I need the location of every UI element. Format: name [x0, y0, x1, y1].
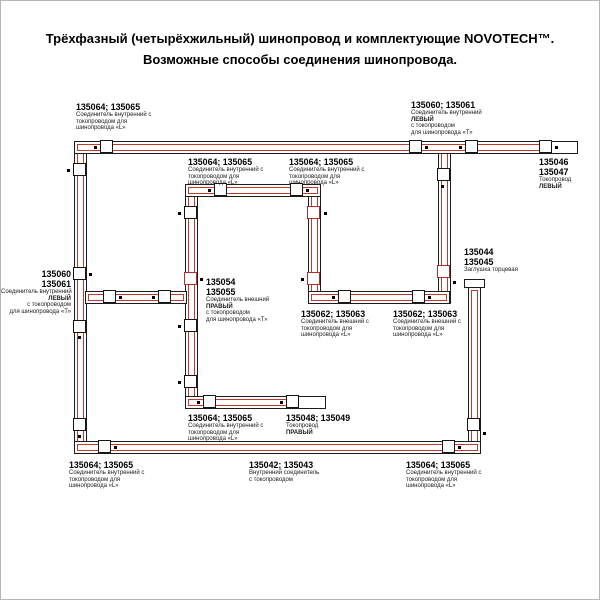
- contact-dot: [208, 189, 211, 192]
- label-feed-right: 135048; 135049 Токопровод ПРАВЫЙ: [286, 413, 351, 436]
- contact-dot: [67, 169, 70, 172]
- connector-box: [73, 320, 86, 333]
- contact-dot: [178, 212, 181, 215]
- part-code: 135064; 135065: [76, 102, 141, 112]
- contact-dot: [301, 278, 304, 281]
- connector-box: [100, 140, 113, 153]
- connector-box: [184, 272, 197, 285]
- connector-box: [307, 206, 320, 219]
- part-code: 135064; 135065: [188, 157, 253, 167]
- connector-box: [73, 163, 86, 176]
- contact-dot: [483, 432, 486, 435]
- contact-dot: [94, 146, 97, 149]
- contact-dot: [280, 401, 283, 404]
- contact-dot: [428, 296, 431, 299]
- contact-dot: [555, 146, 558, 149]
- connector-box: [203, 395, 216, 408]
- contact-dot: [178, 325, 181, 328]
- part-code: 135061: [41, 279, 71, 289]
- track-mid-left-horizontal: [85, 291, 187, 304]
- contact-dot: [200, 278, 203, 281]
- label-connector-inner-L-bottom-left: 135064; 135065 Соединитель внутренний с токопроводом для шинопровода «L»: [69, 460, 145, 490]
- connector-box: [73, 418, 86, 431]
- label-connector-inner-L-inner-right: 135064; 135065 Соединитель внутренний с токопроводом для шинопровода «L»: [289, 157, 365, 187]
- label-connector-outer-right-T-center: 135054 135055 Соединитель внешний ПРАВЫЙ с токопроводом для шинопровода «Т»: [206, 277, 270, 323]
- part-code: 135046: [539, 157, 569, 167]
- track-inner-right-vertical: [308, 184, 321, 304]
- contact-dot: [459, 146, 462, 149]
- connector-box: [103, 290, 116, 303]
- part-code: 135062; 135063: [393, 309, 458, 319]
- contact-dot: [152, 296, 155, 299]
- label-connector-inner-left-T-left: 135060 135061 Соединитель внутренний ЛЕВЫЙ с токопроводом для шинопровода «Т»: [1, 269, 72, 315]
- label-end-cap: 135044 135045 Заглушка торцевая: [464, 247, 518, 273]
- connector-box: [437, 168, 450, 181]
- connector-box: [98, 440, 111, 453]
- connector-box: [307, 272, 320, 285]
- label-inner-connector-bottom-center: 135042; 135043 Внутренний соединитель с токопроводом: [249, 460, 320, 483]
- contact-dot: [332, 296, 335, 299]
- connector-box: [437, 265, 450, 278]
- connector-box: [184, 319, 197, 332]
- connector-box: [158, 290, 171, 303]
- page-title: [1, 28, 599, 70]
- part-code: 135042; 135043: [249, 460, 314, 470]
- contact-dot: [78, 435, 81, 438]
- contact-dot: [453, 281, 456, 284]
- part-code: 135060; 135061: [411, 100, 476, 110]
- label-connector-inner-left-T-top: 135060; 135061 Соединитель внутренний ЛЕВЫЙ с токопроводом для шинопровода «Т»: [411, 100, 482, 136]
- part-code: 135064; 135065: [69, 460, 134, 470]
- label-feed-left: 135046 135047 Токопровод ЛЕВЫЙ: [539, 157, 572, 190]
- track-t-vertical: [438, 141, 451, 304]
- connector-box: [286, 395, 299, 408]
- part-code: 135044: [464, 247, 494, 257]
- contact-dot: [119, 296, 122, 299]
- connector-box: [467, 418, 480, 431]
- part-code: 135060: [41, 269, 71, 279]
- label-connector-outer-L-mid-left: 135062; 135063 Соединитель внешний с токопроводом для шинопровода «L»: [301, 309, 369, 339]
- contact-dot: [441, 185, 444, 188]
- connector-box: [539, 140, 552, 153]
- label-connector-inner-L-inner-left: 135064; 135065 Соединитель внутренний с токопроводом для шинопровода «L»: [188, 157, 264, 187]
- end-cap: [464, 279, 485, 288]
- part-code: 135064; 135065: [188, 413, 253, 423]
- label-connector-inner-L-bottom-right: 135064; 135065 Соединитель внутренний с токопроводом для шинопровода «L»: [406, 460, 482, 490]
- label-connector-outer-L-mid-right: 135062; 135063 Соединитель внешний с токопроводом для шинопровода «L»: [393, 309, 461, 339]
- connector-box: [338, 290, 351, 303]
- title-line-2: Возможные способы соединения шинопровода.: [142, 52, 458, 67]
- contact-dot: [324, 212, 327, 215]
- contact-dot: [89, 273, 92, 276]
- connector-box: [73, 267, 86, 280]
- contact-dot: [78, 336, 81, 339]
- contact-dot: [458, 446, 461, 449]
- label-connector-inner-L-top-left: 135064; 135065 Соединитель внутренний с токопроводом для шинопровода «L»: [76, 102, 152, 132]
- connector-box: [465, 140, 478, 153]
- contact-dot: [197, 401, 200, 404]
- connector-box: [412, 290, 425, 303]
- connector-box: [442, 440, 455, 453]
- part-code: 135047: [539, 167, 569, 177]
- connector-box: [184, 375, 197, 388]
- label-connector-inner-L-bottom-mid: 135064; 135065 Соединитель внутренний с токопроводом для шинопровода «L»: [188, 413, 264, 443]
- part-code: 135055: [206, 287, 236, 297]
- connector-box: [409, 140, 422, 153]
- contact-dot: [306, 189, 309, 192]
- part-code: 135045: [464, 257, 494, 267]
- contact-dot: [178, 381, 181, 384]
- track-top-horizontal: [74, 141, 578, 154]
- part-code: 135048; 135049: [286, 413, 351, 423]
- part-code: 135064; 135065: [289, 157, 354, 167]
- track-bottom-horizontal: [74, 441, 481, 454]
- contact-dot: [114, 446, 117, 449]
- part-code: 135064; 135065: [406, 460, 471, 470]
- part-code: 135062; 135063: [301, 309, 366, 319]
- title-line-1: Трёхфазный (четырёхжильный) шинопровод и комплектующие NOVOTECH™.: [45, 31, 555, 46]
- part-code: 135054: [206, 277, 236, 287]
- contact-dot: [425, 146, 428, 149]
- connector-box: [184, 206, 197, 219]
